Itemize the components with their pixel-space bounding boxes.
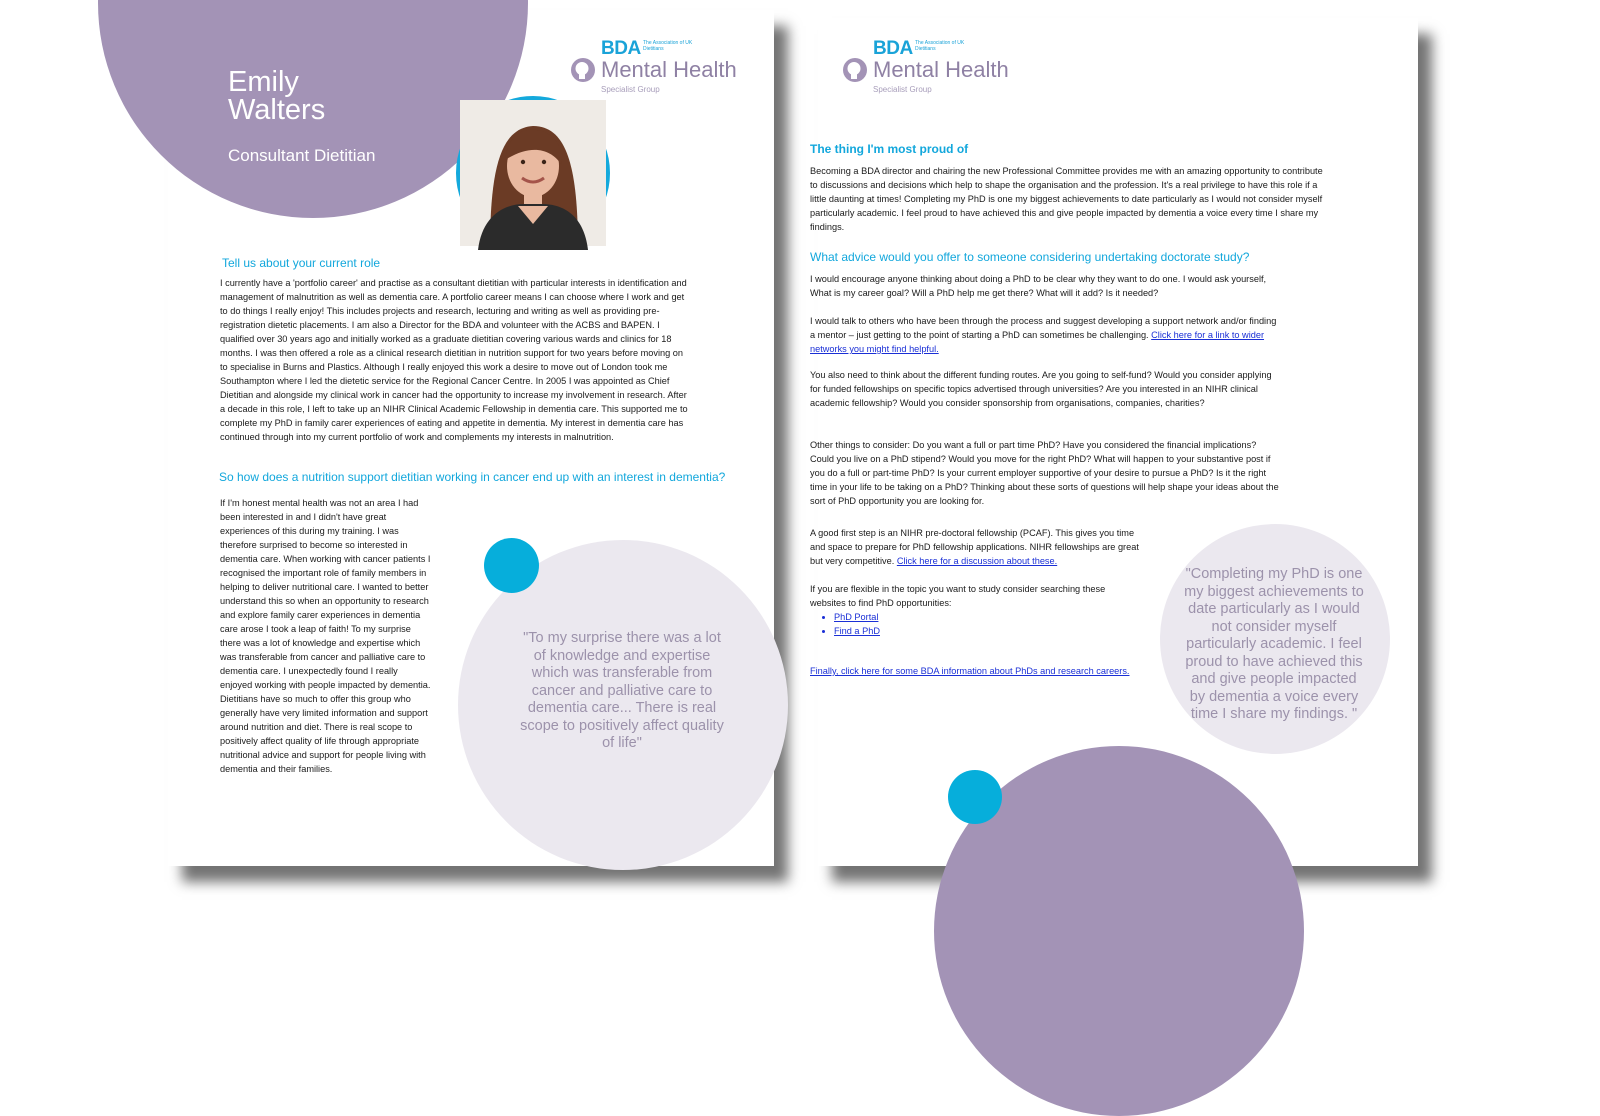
phd-portal-link[interactable]: PhD Portal (834, 612, 879, 622)
advice-paragraph-3: You also need to think about the different funding routes. Are you going to self-fund? Would you consider applying for funded fellowships on specific topics advertised through universities? Are you interested in an NIHR clinical academic fellowship? Would you consider sponsorship from organisations, companies, charities? (810, 370, 1272, 408)
advice-paragraph-4: Other things to consider: Do you want a full or part time PhD? Have you considered the financial implications? Could you live on a PhD stipend? Would you move for the right PhD? What will happen to your substantive post if you do a full or part-time PhD? Is your current employer supportive of your desire to pursue a PhD? Is it the right time in your life to be taking on a PhD? Thinking about these sorts of questions will help shape your ideas about the sort of PhD opportunity you are looking for. (810, 440, 1279, 506)
head-profile-icon (570, 57, 596, 83)
accent-dot-right (948, 770, 1002, 824)
cancer-dementia-heading: So how does a nutrition support dietitian working in cancer end up with an interest in dementia? (219, 470, 726, 484)
profile-page-left (168, 10, 774, 866)
advice-paragraph-6: If you are flexible in the topic you want to study consider searching these websites to find PhD opportunities: (810, 584, 1106, 608)
list-item (834, 610, 880, 624)
bda-logo (842, 38, 1012, 98)
advice-paragraph-2 (810, 314, 1280, 356)
advice-paragraph-2-text: I would talk to others who have been through the process and suggest developing a support network and/or finding a mentor – just getting to the point of starting a PhD can sometimes be challenging. (810, 316, 1277, 340)
advice-paragraph-1: I would encourage anyone thinking about doing a PhD to be clear why they want to do one. I would ask yourself, What is my career goal? Will a PhD help me get there? What will it add? Is it needed? (810, 274, 1267, 298)
support-network-link[interactable]: Click here for a link to wider networks you might find helpful. (810, 330, 1265, 354)
find-a-phd-link[interactable]: Find a PhD (834, 626, 880, 636)
current-role-text: I currently have a 'portfolio career' and practise as a consultant dietitian with particular interests in identification and management of malnutrition as well as dementia care. A portfolio career means I can choose where I work and get to do things I really enjoy! This includes projects and research, lecturing and writing as well as providing pre-registration dietetic placements. I am also a Director for the BDA and volunteer with the ACBS and BAPEN. I qualified over 30 years ago and initially worked as a graduate dietitian covering various wards and clinics for 18 months. I was then offered a role as a clinical research dietitian in nutrition support for two years before moving on to specialise in Burns and Plastics. Although I really enjoyed this work a desire to move out of London took me Southampton where I led the dietetic service for the Regional Cancer Centre. In 2005 I was appointed as Chief Dietitian and alongside my clinical work in cancer had the opportunity to increase my involvement in research. After a decade in this role, I left to take up an NIHR Clinical Academic Fellowship in dementia care. This supported me to complete my PhD in family carer experiences of eating and appetite in dementia. My interest in dementia care has continued through into my current portfolio of work and complements my interests in malnutrition. (220, 278, 688, 442)
profile-avatar (456, 96, 610, 250)
specialist-group-text: Specialist Group (873, 85, 932, 94)
head-profile-icon (842, 57, 868, 83)
bda-wordmark: BDA (873, 38, 913, 59)
specialist-group-text: Specialist Group (601, 85, 660, 94)
bda-association-text: The Association of UK Dietitians (915, 40, 965, 52)
bda-logo (570, 38, 740, 98)
profile-name (228, 68, 325, 124)
pcaf-discussion-link[interactable]: Click here for a discussion about these. (896, 556, 1058, 566)
advice-paragraph-5 (810, 526, 1142, 568)
mental-health-title: Mental Health (601, 57, 737, 82)
profile-last-name: Walters (228, 94, 326, 126)
bda-phd-info-link[interactable]: Finally, click here for some BDA information about PhDs and research careers. (810, 666, 1130, 676)
cancer-dementia-text: If I'm honest mental health was not an area I had been interested in and I didn't have great experiences of this during my training. I was therefore surprised to become so interested in dementia care. When working with cancer patients I recognised the important role of family members in helping to deliver nutritional care. I wanted to better understand this so when an opportunity to research and explore family carer experiences in dementia care arose I took a leap of faith! To my surprise there was a lot of knowledge and expertise which was transferable from cancer and palliative care to dementia care. I unexpectedly found I really enjoyed working with people impacted by dementia. Dietitians have so much to offer this group who generally have very limited information and support around nutrition and diet. There is real scope to positively affect quality of life through appropriate nutritional advice and support for people living with dementia and their families. (220, 498, 431, 774)
proud-heading: The thing I'm most proud of (810, 142, 969, 156)
current-role-heading: Tell us about your current role (222, 256, 381, 270)
profile-first-name: Emily (228, 66, 299, 98)
advice-heading: What advice would you offer to someone considering undertaking doctorate study? (810, 250, 1250, 264)
bda-wordmark: BDA (601, 38, 641, 59)
profile-job-title: Consultant Dietitian (228, 146, 376, 165)
phd-websites-list (818, 610, 880, 638)
advice-paragraph-5-text: A good first step is an NIHR pre-doctoral fellowship (PCAF). This gives you time and space to prepare for PhD fellowship applications. NIHR fellowships are great but very competitive. (810, 528, 1139, 566)
list-item (834, 624, 880, 638)
final-paragraph (810, 664, 1130, 678)
accent-dot-left (484, 538, 539, 593)
bda-association-text: The Association of UK Dietitians (643, 40, 693, 52)
portrait-illustration (460, 100, 606, 246)
profile-page-right (810, 18, 1418, 866)
pull-quote-left: "To my surprise there was a lot of knowledge and expertise which was transferable from cancer and palliative care to dementia care... There is real scope to positively affect quality of life" (520, 630, 724, 751)
pull-quote-right: "Completing my PhD is one my biggest achievements to date particularly as I would not consider myself particularly academic. I feel proud to have achieved this and give people impacted by dementia a voice every time I share my findings. " (1184, 566, 1364, 722)
proud-text: Becoming a BDA director and chairing the new Professional Committee provides me with an amazing opportunity to contribute to discussions and decisions which help to shape the organisation and the profession. It's a real privilege to have this role if a little daunting at times! Completing my PhD is one my biggest achievements to date particularly as I would not consider myself particularly academic. I feel proud to have achieved this and give people impacted by dementia a voice every time I share my findings. (810, 166, 1323, 232)
mental-health-title: Mental Health (873, 57, 1009, 82)
